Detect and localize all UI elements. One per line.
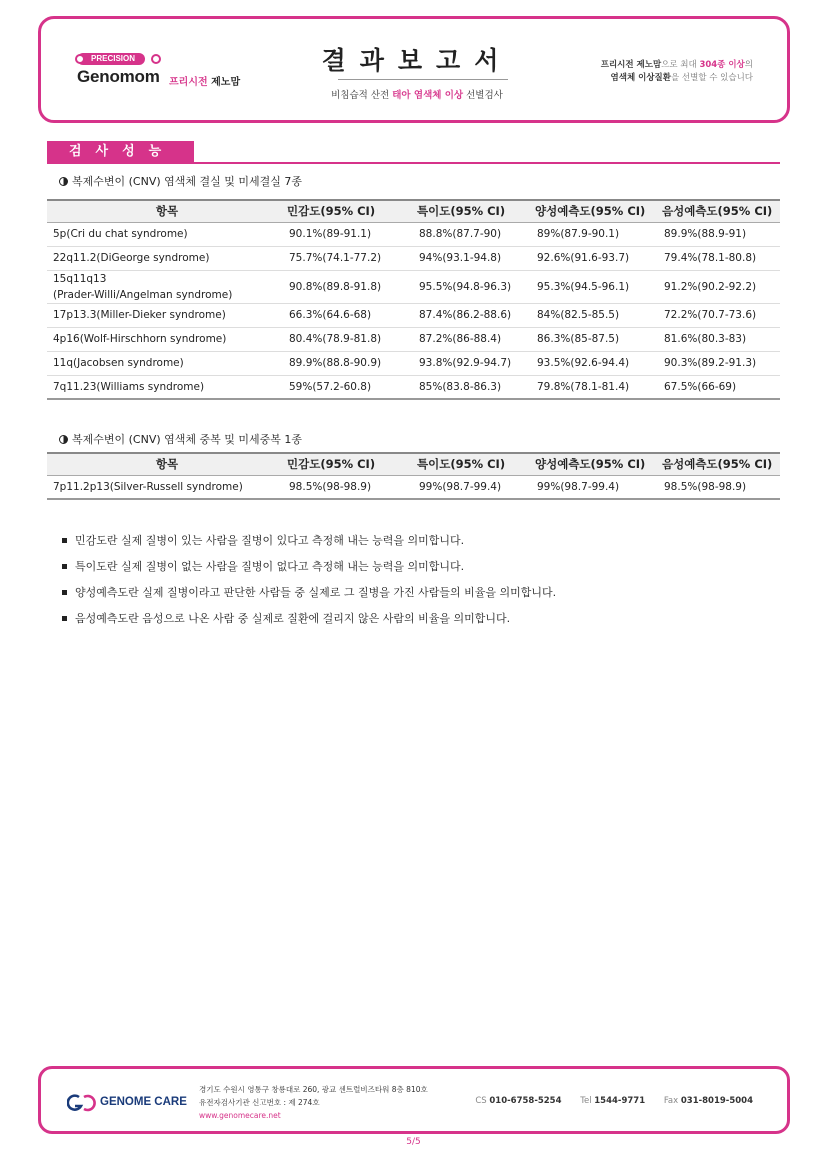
row-value: 88.8%(87.7-90)	[413, 222, 531, 246]
row-item-name: 5p(Cri du chat syndrome)	[47, 222, 283, 246]
row-value: 98.5%(98-98.9)	[283, 475, 413, 499]
note-item: 음성예측도란 음성으로 나온 사람 중 실제로 질환에 걸리지 않은 사람의 비율을 의미합니다.	[62, 611, 556, 637]
website-link[interactable]: www.genomecare.net	[199, 1111, 281, 1120]
promo-text: 프리시전 제노맘으로 최대 304종 이상의 염색체 이상질환을 선별할 수 있습니다	[600, 60, 753, 83]
fax-number: 031-8019-5004	[680, 1096, 753, 1106]
table-row	[47, 475, 780, 499]
row-value: 91.2%(90.2-92.2)	[658, 270, 780, 303]
row-value: 85%(83.8-86.3)	[413, 375, 531, 399]
genome-care-logo-icon	[67, 1093, 97, 1113]
section-divider	[47, 162, 780, 164]
tel-number: 1544-9771	[594, 1096, 646, 1106]
registration-number: 유전자검사기관 신고번호 : 제 274호	[199, 1098, 320, 1107]
table-row	[47, 246, 780, 270]
row-value: 90.3%(89.2-91.3)	[658, 351, 780, 375]
duplication-performance-table	[47, 452, 780, 500]
company-address: 경기도 수원시 영통구 창룡대로 260, 광교 센트럴비즈타워 8층 810호	[199, 1085, 428, 1094]
row-value: 72.2%(70.7-73.6)	[658, 303, 780, 327]
row-value: 94%(93.1-94.8)	[413, 246, 531, 270]
report-footer	[38, 1066, 790, 1134]
row-value: 86.3%(85-87.5)	[531, 327, 658, 351]
row-item-name: 7q11.23(Williams syndrome)	[47, 375, 283, 399]
cs-number: 010-6758-5254	[489, 1096, 562, 1106]
contact-info: CS 010-6758-5254 Tel 1544-9771 Fax 031-8019-5004	[475, 1096, 753, 1106]
row-value: 95.3%(94.5-96.1)	[531, 270, 658, 303]
table-header-row	[47, 453, 780, 475]
note-item: 양성예측도란 실제 질병이라고 판단한 사람들 중 실제로 그 질병을 가진 사람들의 비율을 의미합니다.	[62, 585, 556, 611]
row-value: 89.9%(88.8-90.9)	[283, 351, 413, 375]
table-row	[47, 327, 780, 351]
row-item-name: 4p16(Wolf-Hirschhorn syndrome)	[47, 327, 283, 351]
company-name: GENOME CARE	[100, 1096, 187, 1108]
row-value: 80.4%(78.9-81.8)	[283, 327, 413, 351]
row-item-name: 15q11q13 (Prader-Willi/Angelman syndrome)	[47, 270, 283, 303]
row-value: 59%(57.2-60.8)	[283, 375, 413, 399]
row-value: 92.6%(91.6-93.7)	[531, 246, 658, 270]
table-row	[47, 303, 780, 327]
row-value: 84%(82.5-85.5)	[531, 303, 658, 327]
row-value: 99%(98.7-99.4)	[413, 475, 531, 499]
row-item-name: 11q(Jacobsen syndrome)	[47, 351, 283, 375]
row-value: 89%(87.9-90.1)	[531, 222, 658, 246]
row-value: 79.4%(78.1-80.8)	[658, 246, 780, 270]
table-header-row	[47, 200, 780, 222]
row-value: 79.8%(78.1-81.4)	[531, 375, 658, 399]
half-circle-icon	[59, 177, 68, 186]
table-row	[47, 375, 780, 399]
row-value: 87.2%(86-88.4)	[413, 327, 531, 351]
row-value: 90.1%(89-91.1)	[283, 222, 413, 246]
column-header: 민감도(95% CI)	[283, 200, 413, 222]
row-value: 87.4%(86.2-88.6)	[413, 303, 531, 327]
row-value: 99%(98.7-99.4)	[531, 475, 658, 499]
page-number: 5/5	[406, 1137, 421, 1147]
row-value: 98.5%(98-98.9)	[658, 475, 780, 499]
row-item-name: 17p13.3(Miller-Dieker syndrome)	[47, 303, 283, 327]
page-subtitle: 비침습적 산전 태아 염색체 이상 선별검사	[331, 90, 503, 101]
row-value: 89.9%(88.9-91)	[658, 222, 780, 246]
genome-care-logo	[67, 1093, 187, 1113]
column-header: 음성예측도(95% CI)	[658, 453, 780, 475]
row-value: 67.5%(66-69)	[658, 375, 780, 399]
logo-brand-name: Genomom	[77, 67, 160, 86]
logo-brand-korean: 프리시전 제노맘	[169, 77, 241, 88]
row-item-name: 22q11.2(DiGeorge syndrome)	[47, 246, 283, 270]
column-header: 음성예측도(95% CI)	[658, 200, 780, 222]
table2-heading: 복제수변이 (CNV) 염색체 중복 및 미세중복 1종	[59, 431, 302, 447]
row-value: 81.6%(80.3-83)	[658, 327, 780, 351]
column-header: 민감도(95% CI)	[283, 453, 413, 475]
table-row	[47, 270, 780, 303]
column-header: 항목	[47, 453, 283, 475]
row-value: 93.8%(92.9-94.7)	[413, 351, 531, 375]
row-value: 90.8%(89.8-91.8)	[283, 270, 413, 303]
row-value: 93.5%(92.6-94.4)	[531, 351, 658, 375]
company-address-block	[199, 1083, 428, 1122]
row-value: 66.3%(64.6-68)	[283, 303, 413, 327]
deletion-performance-table	[47, 199, 780, 400]
definition-notes	[62, 533, 556, 637]
column-header: 항목	[47, 200, 283, 222]
logo-precision-badge: PRECISION	[77, 53, 145, 65]
row-value: 75.7%(74.1-77.2)	[283, 246, 413, 270]
row-value: 95.5%(94.8-96.3)	[413, 270, 531, 303]
row-item-name: 7p11.2p13(Silver-Russell syndrome)	[47, 475, 283, 499]
column-header: 양성예측도(95% CI)	[531, 453, 658, 475]
column-header: 특이도(95% CI)	[413, 200, 531, 222]
column-header: 양성예측도(95% CI)	[531, 200, 658, 222]
table-row	[47, 351, 780, 375]
note-item: 민감도란 실제 질병이 있는 사람을 질병이 있다고 측정해 내는 능력을 의미합니다.	[62, 533, 556, 559]
report-header	[38, 16, 790, 123]
page-title: 결과보고서	[321, 46, 513, 75]
title-divider	[338, 79, 508, 80]
note-item: 특이도란 실제 질병이 없는 사람을 질병이 없다고 측정해 내는 능력을 의미합니다.	[62, 559, 556, 585]
section-tab-performance: 검사성능	[47, 141, 194, 163]
column-header: 특이도(95% CI)	[413, 453, 531, 475]
half-circle-icon	[59, 435, 68, 444]
table1-heading: 복제수변이 (CNV) 염색체 결실 및 미세결실 7종	[59, 173, 302, 189]
table-row	[47, 222, 780, 246]
